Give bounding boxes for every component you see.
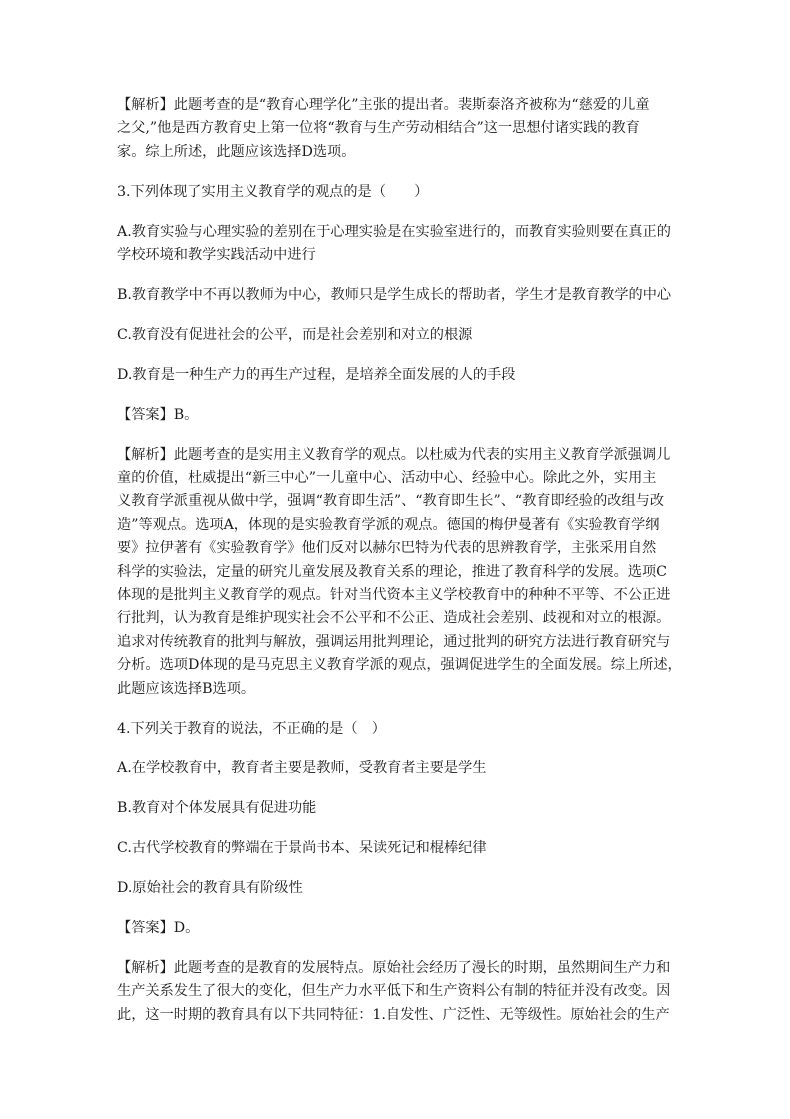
answer-text-line: 【答案】D。 <box>117 920 200 937</box>
analysis-text-line: 此题应该选择B选项。 <box>117 680 256 697</box>
analysis-text-line: 科学的实验法，定量的研究儿童发展及教育关系的理论，推进了教育科学的发展。选项C <box>117 563 667 580</box>
analysis-text-line: 【解析】此题考查的是实用主义教育学的观点。以杜威为代表的实用主义教育学派强调儿 <box>117 446 671 463</box>
analysis-text-line: 家。综上所述，此题应该选择D选项。 <box>117 143 356 160</box>
analysis-paragraph <box>117 94 683 164</box>
answer-paragraph <box>117 917 683 940</box>
analysis-text-line: 分析。选项D体现的是马克思主义教育学派的观点，强调促进学生的全面发展。综上所述， <box>117 657 682 674</box>
analysis-text-line: 【解析】此题考查的是教育的发展特点。原始社会经历了漫长的时期，虽然期间生产力和 <box>117 959 671 976</box>
option-paragraph <box>117 364 683 387</box>
option-paragraph <box>117 877 683 900</box>
analysis-text-line: 之父,”他是西方教育史上第一位将“教育与生产劳动相结合”这一思想付诸实践的教育 <box>117 120 640 137</box>
option-paragraph <box>117 221 683 268</box>
analysis-text-line: 此，这一时期的教育具有以下共同特征：1.自发性、广泛性、无等级性。原始社会的生产 <box>117 1006 670 1023</box>
analysis-text-line: 行批判，认为教育是维护现实社会不公平和不公正、造成社会差别、歧视和对立的根源。 <box>117 610 671 627</box>
option-paragraph <box>117 837 683 860</box>
option-paragraph <box>117 757 683 780</box>
analysis-paragraph <box>117 444 683 701</box>
question-text-line: 4.下列关于教育的说法，不正确的是（ ） <box>117 720 386 737</box>
option-text-line: 学校环境和教学实践活动中进行 <box>117 247 316 264</box>
analysis-text-line: 【解析】此题考查的是“教育心理学化”主张的提出者。裴斯泰洛齐被称为“慈爱的儿童 <box>117 97 650 113</box>
option-text-line: C.教育没有促进社会的公平，而是社会差别和对立的根源 <box>117 326 473 343</box>
option-text-line: B.教育教学中不再以教师为中心，教师只是学生成长的帮助者，学生才是教育教学的中心 <box>117 286 672 303</box>
analysis-text-line: 造”等观点。选项A，体现的是实验教育学派的观点。德国的梅伊曼著有《实验教育学纲 <box>117 516 660 533</box>
analysis-text-line: 要》拉伊著有《实验教育学》他们反对以赫尔巴特为代表的思辨教育学，主张采用自然 <box>117 540 657 557</box>
analysis-text-line: 义教育学派重视从做中学，强调“教育即生活”、“教育即生长”、“教育即经验的改组与改 <box>117 493 665 510</box>
option-paragraph <box>117 324 683 347</box>
analysis-text-line: 追求对传统教育的批判与解放，强调运用批判理论，通过批判的研究方法进行教育研究与 <box>117 633 671 650</box>
analysis-paragraph <box>117 957 683 1027</box>
option-paragraph <box>117 797 683 820</box>
option-text-line: A.在学校教育中，教育者主要是教师，受教育者主要是学生 <box>117 760 487 777</box>
option-paragraph <box>117 284 683 307</box>
question-text-line: 3.下列体现了实用主义教育学的观点的是（ ） <box>117 183 429 200</box>
question-paragraph <box>117 718 683 741</box>
answer-paragraph <box>117 404 683 427</box>
option-text-line: A.教育实验与心理实验的差别在于心理实验是在实验室进行的，而教育实验则要在真正的 <box>117 223 671 240</box>
document-page <box>117 94 683 1044</box>
question-paragraph <box>117 181 683 204</box>
option-text-line: D.原始社会的教育具有阶级性 <box>117 880 303 897</box>
option-text-line: C.古代学校教育的弊端在于景尚书本、呆读死记和棍棒纪律 <box>117 840 487 857</box>
analysis-text-line: 生产关系发生了很大的变化，但生产力水平低下和生产资料公有制的特征并没有改变。因 <box>117 983 671 1000</box>
analysis-text-line: 体现的是批判主义教育学的观点。针对当代资本主义学校教育中的种种不平等、不公正进 <box>117 587 671 603</box>
option-text-line: D.教育是一种生产力的再生产过程，是培养全面发展的人的手段 <box>117 366 516 383</box>
option-text-line: B.教育对个体发展具有促进功能 <box>117 800 317 817</box>
answer-text-line: 【答案】B。 <box>117 406 199 423</box>
analysis-text-line: 童的价值，杜威提出“新三中心”一儿童中心、活动中心、经验中心。除此之外，实用主 <box>117 469 657 486</box>
